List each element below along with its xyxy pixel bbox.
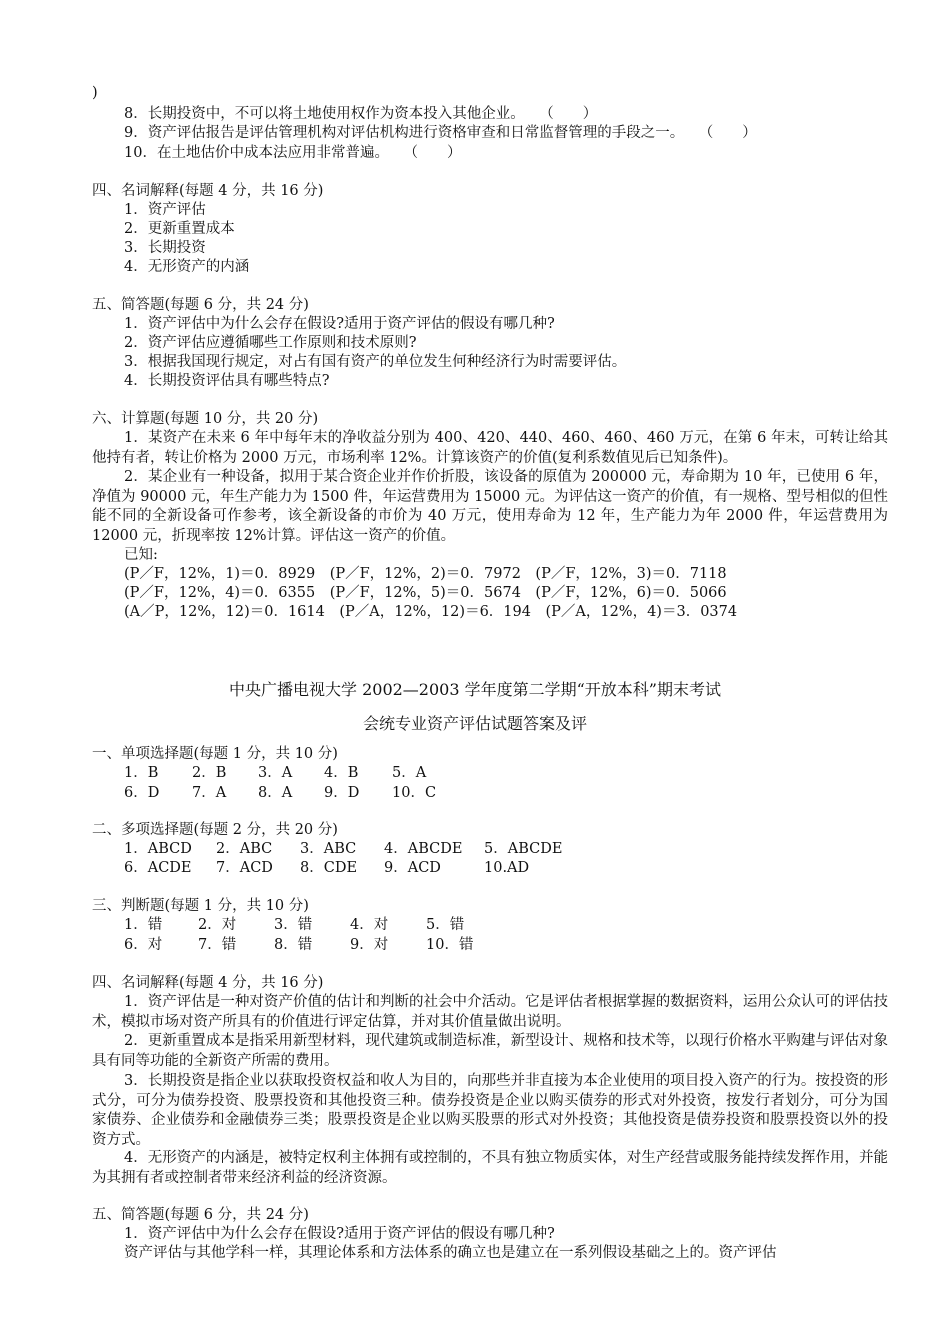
section-4-title: 四、名词解释(每题 4 分，共 16 分)	[92, 183, 324, 199]
answer-term-1: 1．资产评估是一种对资产价值的估计和判断的社会中介活动。它是评估者根据掌握的数据资料，运用公众认可的评估技术，模拟市场对资产所具有的价值进行评定估算，并对其价值量做出说明。	[92, 994, 888, 1030]
answer-cell: 2．ABC	[216, 841, 273, 857]
answer-cell: 5．错	[426, 917, 465, 933]
answers-section-2-title: 二、多项选择题(每题 2 分，共 20 分)	[92, 822, 338, 838]
known-line-2: (P／F，12%，4)＝0．6355 (P／F，12%，5)＝0．5674 (P／F，12%，6)＝0．5066	[124, 585, 727, 601]
calc-question-1: 1．某资产在未来 6 年中每年末的净收益分别为 400、420、440、460、460、460 万元，在第 6 年末，可转让给其他持有者，转让价格为 2000 万元，市场利率 12%。计算该资产的价值(复利系数值见后已知条件)。	[92, 430, 888, 466]
answers-section-3-title: 三、判断题(每题 1 分，共 10 分)	[92, 898, 309, 914]
term-item-4: 4．无形资产的内涵	[124, 259, 250, 275]
answer-cell: 6．ACDE	[124, 860, 192, 876]
answer-cell: 4．B	[324, 765, 359, 781]
section-5-title: 五、简答题(每题 6 分，共 24 分)	[92, 297, 309, 313]
answer-cell: 3．ABC	[300, 841, 357, 857]
answer-cell: 1．ABCD	[124, 841, 192, 857]
short-answer-q1: 1．资产评估中为什么会存在假设?适用于资产评估的假设有哪几种?	[124, 316, 555, 332]
answers-s3-row1	[124, 916, 486, 935]
section-6-title: 六、计算题(每题 10 分，共 20 分)	[92, 411, 319, 427]
answer-cell: 4．对	[350, 917, 389, 933]
answer-cell: 3．错	[274, 917, 313, 933]
answer-term-3: 3．长期投资是指企业以获取投资权益和收人为目的，向那些并非直接为本企业使用的项目投入资产的行为。按投资的形式分，可分为债券投资、股票投资和其他投资三种。债券投资是企业以购买债券的形式对外投资，按发行者划分，可分为国家债券、企业债券和金融债券三类；股票投资是企业以购买股票的形式对外投资；其他投资是债券投资和股票投资以外的投资方式。	[92, 1073, 888, 1148]
answer-cell: 10.AD	[484, 860, 530, 876]
answer-term-2: 2．更新重置成本是指采用新型材料，现代建筑或制造标准，新型设计、规格和技术等，以现行价格水平购建与评估对象具有同等功能的全新资产所需的费用。	[92, 1033, 888, 1069]
term-item-1: 1．资产评估	[124, 202, 206, 218]
judge-item-8: 8．长期投资中，不可以将土地使用权作为资本投入其他企业。 （ ）	[124, 106, 598, 122]
answer-cell: 6．对	[124, 937, 163, 953]
short-answer-q3: 3．根据我国现行规定，对占有国有资产的单位发生何种经济行为时需要评估。	[124, 354, 627, 370]
judge-item-10: 10．在土地估价中成本法应用非常普遍。 （ ）	[124, 145, 462, 161]
answer-cell: 2．B	[192, 765, 227, 781]
answers-s2-row2	[124, 859, 574, 878]
answer-cell: 1．错	[124, 917, 163, 933]
answers-subtitle: 会统专业资产评估试题答案及评	[362, 714, 587, 733]
answer-cell: 1．B	[124, 765, 159, 781]
answer-cell: 9．ACD	[384, 860, 441, 876]
answer-cell: 5．ABCDE	[484, 841, 563, 857]
known-line-1: (P／F，12%，1)＝0．8929 (P／F，12%，2)＝0．7972 (P／F，12%，3)＝0．7118	[124, 566, 727, 582]
answers-s3-row2	[124, 936, 486, 955]
dangling-paren: )	[92, 85, 98, 101]
answer-cell: 4．ABCDE	[384, 841, 463, 857]
answers-s2-row1	[124, 840, 574, 859]
judge-item-9: 9．资产评估报告是评估管理机构对评估机构进行资格审查和日常监督管理的手段之一。 （ ）	[124, 125, 757, 141]
short-answer-q4: 4．长期投资评估具有哪些特点?	[124, 373, 330, 389]
answer-cell: 2．对	[198, 917, 237, 933]
answer-term-4: 4．无形资产的内涵是，被特定权利主体拥有或控制的，不具有独立物质实体，对生产经营或服务能持续发挥作用，并能为其拥有者或控制者带来经济利益的经济资源。	[92, 1150, 888, 1186]
answer-cell: 7．A	[192, 785, 227, 801]
answer-cell: 10．C	[392, 785, 437, 801]
answer-short-a1: 资产评估与其他学科一样，其理论体系和方法体系的确立也是建立在一系列假设基础之上的。资产评估	[124, 1245, 777, 1261]
short-answer-q2: 2．资产评估应遵循哪些工作原则和技术原则?	[124, 335, 417, 351]
answers-s1-row2	[124, 784, 452, 803]
answer-cell: 10．错	[426, 937, 474, 953]
answers-title: 中央广播电视大学 2002—2003 学年度第二学期“开放本科”期末考试	[229, 680, 721, 699]
answers-section-5-title: 五、简答题(每题 6 分，共 24 分)	[92, 1207, 309, 1223]
known-line-3: (A／P，12%，12)＝0．1614 (P／A，12%，12)＝6．194 (P／A，12%，4)＝3．0374	[124, 604, 738, 620]
answer-cell: 7．错	[198, 937, 237, 953]
answer-cell: 8．CDE	[300, 860, 358, 876]
calc-question-2: 2．某企业有一种设备，拟用于某合资企业并作价折股，该设备的原值为 200000 元，寿命期为 10 年，已使用 6 年，净值为 90000 元，年生产能力为 1500 件，年运营费用为 15000 元。为评估这一资产的价值，有一规格、型号相似的但性能不同的全新设备可作参考，该全新设备的市价为 40 万元，使用寿命为 12 年，生产能力为年 2000 件，年运营费用为 12000 元，折现率按 12%计算。评估这一资产的价值。	[92, 469, 888, 544]
answer-cell: 7．ACD	[216, 860, 273, 876]
answer-cell: 5．A	[392, 765, 427, 781]
answer-cell: 9．对	[350, 937, 389, 953]
answer-cell: 9．D	[324, 785, 360, 801]
answers-s1-row1	[124, 764, 452, 783]
term-item-3: 3．长期投资	[124, 240, 206, 256]
answer-cell: 8．错	[274, 937, 313, 953]
answers-section-4-title: 四、名词解释(每题 4 分，共 16 分)	[92, 975, 324, 991]
known-label: 已知:	[124, 547, 158, 563]
answers-section-1-title: 一、单项选择题(每题 1 分，共 10 分)	[92, 746, 338, 762]
answer-cell: 3．A	[258, 765, 293, 781]
term-item-2: 2．更新重置成本	[124, 221, 235, 237]
answer-cell: 8．A	[258, 785, 293, 801]
answer-cell: 6．D	[124, 785, 160, 801]
answer-short-q1: 1．资产评估中为什么会存在假设?适用于资产评估的假设有哪几种?	[124, 1226, 555, 1242]
